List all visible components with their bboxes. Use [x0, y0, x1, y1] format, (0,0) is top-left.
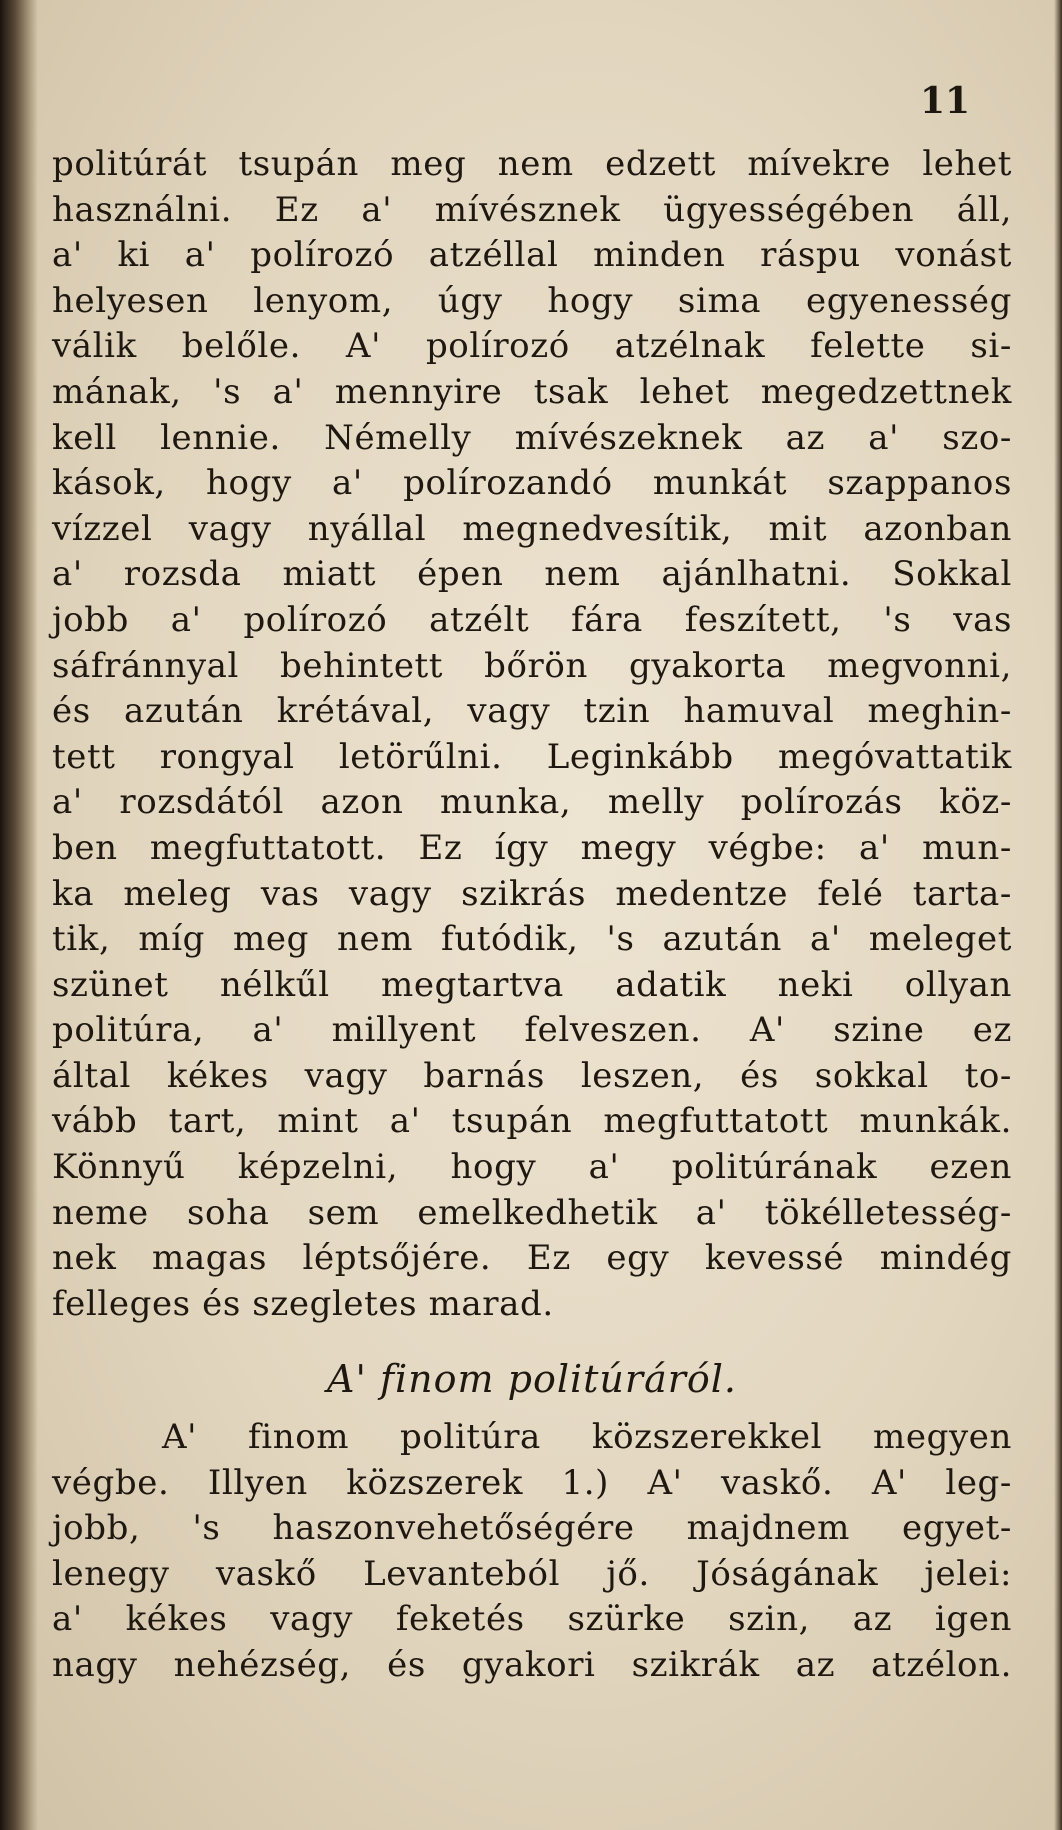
text-line: szünet nélkűl megtartva adatik neki ollyan — [52, 964, 1012, 1005]
text-line: ka meleg vas vagy szikrás medentze felé tarta- — [52, 873, 1012, 914]
text-line: tik, míg meg nem futódik, 's azután a' meleget — [52, 919, 1012, 960]
text-line: mának, 's a' mennyire tsak lehet megedzettnek — [52, 371, 1012, 412]
text-line: helyesen lenyom, úgy hogy sima egyenesség — [52, 280, 1012, 321]
page-body — [52, 142, 1012, 1689]
text-line: vízzel vagy nyállal megnedvesítik, mit azonban — [52, 508, 1012, 549]
text-line: tett rongyal letörűlni. Leginkább megóvattatik — [52, 736, 1012, 777]
text-line: válik belőle. A' polírozó atzélnak felette si- — [52, 326, 1012, 367]
text-line: vább tart, mint a' tsupán megfuttatott munkák. — [52, 1101, 1012, 1142]
text-line: sáfránnyal behintett bőrön gyakorta megvonni, — [52, 645, 1012, 686]
text-line: lenegy vaskő Levanteból jő. Jóságának jelei: — [52, 1553, 1012, 1594]
paragraph-2 — [52, 1415, 1012, 1689]
text-line: jobb, 's haszonvehetőségére majdnem egyet- — [52, 1508, 1012, 1549]
text-line: a' ki a' polírozó atzéllal minden ráspu vonást — [52, 235, 1012, 276]
text-line: kások, hogy a' polírozandó munkát szappanos — [52, 463, 1012, 504]
text-line: által kékes vagy barnás leszen, és sokkal to- — [52, 1055, 1012, 1096]
text-line: neme soha sem emelkedhetik a' tökélletesség- — [52, 1192, 1012, 1233]
book-spine-shadow — [0, 0, 38, 1830]
text-line: végbe. Illyen közszerek 1.) A' vaskő. A' leg- — [52, 1462, 1012, 1503]
text-line: a' kékes vagy feketés szürke szin, az igen — [52, 1599, 1012, 1640]
page-number: 11 — [920, 80, 971, 122]
text-line: használni. Ez a' mívésznek ügyességében áll, — [52, 189, 1012, 230]
text-line: és azután krétával, vagy tzin hamuval meghin- — [52, 691, 1012, 732]
text-line: felleges és szegletes marad. — [52, 1283, 554, 1324]
text-line: jobb a' polírozó atzélt fára feszített, 's vas — [52, 599, 1012, 640]
text-line: nagy nehézség, és gyakori szikrák az atzélon. — [52, 1645, 1012, 1685]
text-line: ben megfuttatott. Ez így megy végbe: a' mun- — [52, 827, 1012, 868]
paragraph-1 — [52, 142, 1012, 1327]
page-edge-shadow — [1054, 0, 1062, 1830]
text-line: kell lennie. Némelly mívészeknek az a' szo- — [52, 417, 1012, 458]
text-line: Könnyű képzelni, hogy a' politúrának ezen — [52, 1147, 1012, 1188]
text-line: politúra, a' millyent felveszen. A' szine ez — [52, 1010, 1012, 1051]
text-line: nek magas léptsőjére. Ez egy kevessé mindég — [52, 1238, 1012, 1279]
text-line: A' finom politúra közszerekkel megyen — [162, 1417, 1012, 1458]
section-heading: A' finom politúráról. — [327, 1357, 737, 1402]
text-line: a' rozsda miatt épen nem ajánlhatni. Sokkal — [52, 554, 1012, 595]
text-line: politúrát tsupán meg nem edzett mívekre lehet — [52, 144, 1012, 184]
text-line: a' rozsdától azon munka, melly polírozás köz- — [52, 782, 1012, 823]
